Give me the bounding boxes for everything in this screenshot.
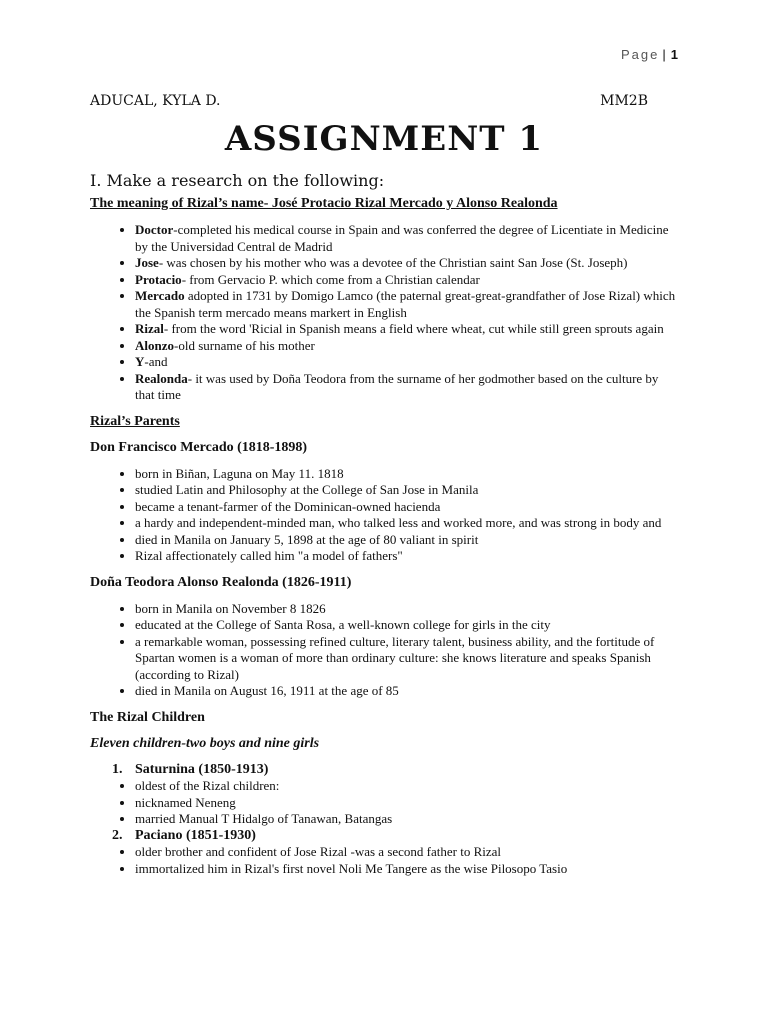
child-number: 1. [112,761,123,777]
child-facts-list [90,778,680,828]
list-item: • died in Manila on January 5, 1898 at the age of 80 valiant in spirit [135,532,680,549]
name-definition: - was chosen by his mother who was a devotee of the Christian saint San Jose (St. Joseph) [158,255,628,270]
name-term: Doctor [135,222,174,237]
child-facts-list [90,844,680,877]
name-term: Alonzo [135,337,174,353]
list-item: • a remarkable woman, possessing refined culture, literary talent, business ability, and the fortitude of Spartan women is a woman of more than ordinary culture: she knows literature and speaks Spanish (according to Rizal) [135,634,680,684]
name-term: Protacio [135,271,182,287]
list-item: • older brother and confident of Jose Rizal -was a second father to Rizal [135,844,680,861]
list-item [135,338,680,355]
document-header [90,93,678,113]
list-item: • educated at the College of Santa Rosa, a well-known college for girls in the city [135,617,680,634]
student-name: ADUCAL, KYLA D. [90,93,221,109]
name-meaning-list [90,222,680,404]
name-definition: -and [144,354,168,369]
list-item [135,321,680,338]
child-name-text: Saturnina (1850-1913) [135,761,269,777]
child-name-text: Paciano (1851-1930) [135,827,256,843]
list-item [135,255,680,272]
instruction-heading: I. Make a research on the following: [90,171,385,190]
name-meaning-heading: The meaning of Rizal’s name- José Protacio Rizal Mercado y Alonso Realonda [90,196,558,211]
parents-heading: Rizal’s Parents [90,413,180,429]
name-definition: - from the word 'Ricial in Spanish means a field where wheat, cut while still green sprouts again [163,321,664,336]
list-item: • Rizal affectionately called him "a model of fathers" [135,548,680,565]
list-item: • studied Latin and Philosophy at the College of San Jose in Manila [135,482,680,499]
child-entry [90,828,680,878]
document-title: ASSIGNMENT 1 [224,119,544,159]
document-body [90,171,680,877]
father-facts-list [90,466,680,565]
list-item: • born in Biñan, Laguna on May 11. 1818 [135,466,680,483]
page-number-label: Page [621,47,660,62]
father-heading: Don Francisco Mercado (1818-1898) [90,439,308,455]
list-item: • became a tenant-farmer of the Dominican-owned hacienda [135,499,680,516]
list-item: • nicknamed Neneng [135,795,680,812]
page-number-separator: | [662,47,668,62]
list-item: • died in Manila on August 16, 1911 at the age of 85 [135,683,680,700]
name-definition: - it was used by Doña Teodora from the surname of her godmother based on the culture by that time [135,370,659,402]
name-term: Realonda [135,370,188,386]
name-definition: -completed his medical course in Spain and was conferred the degree of Licentiate in Medicine by the Universidad Central de Madrid [135,222,669,254]
name-definition: -old surname of his mother [174,337,315,353]
page-number [621,47,678,62]
name-definition: adopted in 1731 by Domigo Lamco (the paternal great-great-grandfather of Jose Rizal) which the Spanish term mercado means markert in English [135,288,676,320]
child-entry [90,762,680,828]
list-item [135,222,680,255]
list-item: • born in Manila on November 8 1826 [135,601,680,618]
name-term: Y [135,354,145,369]
list-item: • oldest of the Rizal children: [135,778,680,795]
children-subheading: Eleven children-two boys and nine girls [90,735,320,751]
list-item [135,371,680,404]
mother-heading: Doña Teodora Alonso Realonda (1826-1911) [90,574,352,590]
child-name [90,828,680,845]
list-item [135,272,680,289]
list-item: • a hardy and independent-minded man, who talked less and worked more, and was strong in body and [135,515,680,532]
mother-facts-list [90,601,680,700]
class-section: MM2B [600,93,648,109]
name-definition: - from Gervacio P. which come from a Christian calendar [181,271,480,287]
children-list [90,762,680,878]
child-number: 2. [112,827,123,843]
list-item [135,354,680,371]
list-item: • immortalized him in Rizal's first novel Noli Me Tangere as the wise Pilosopo Tasio [135,861,680,878]
children-heading: The Rizal Children [90,709,205,725]
name-term: Rizal [135,321,164,336]
list-item: • married Manual T Hidalgo of Tanawan, Batangas [135,811,680,828]
name-term: Mercado [135,288,185,303]
page-number-value: 1 [670,47,678,62]
child-name [90,762,680,779]
name-term: Jose [135,255,159,270]
list-item [135,288,680,321]
